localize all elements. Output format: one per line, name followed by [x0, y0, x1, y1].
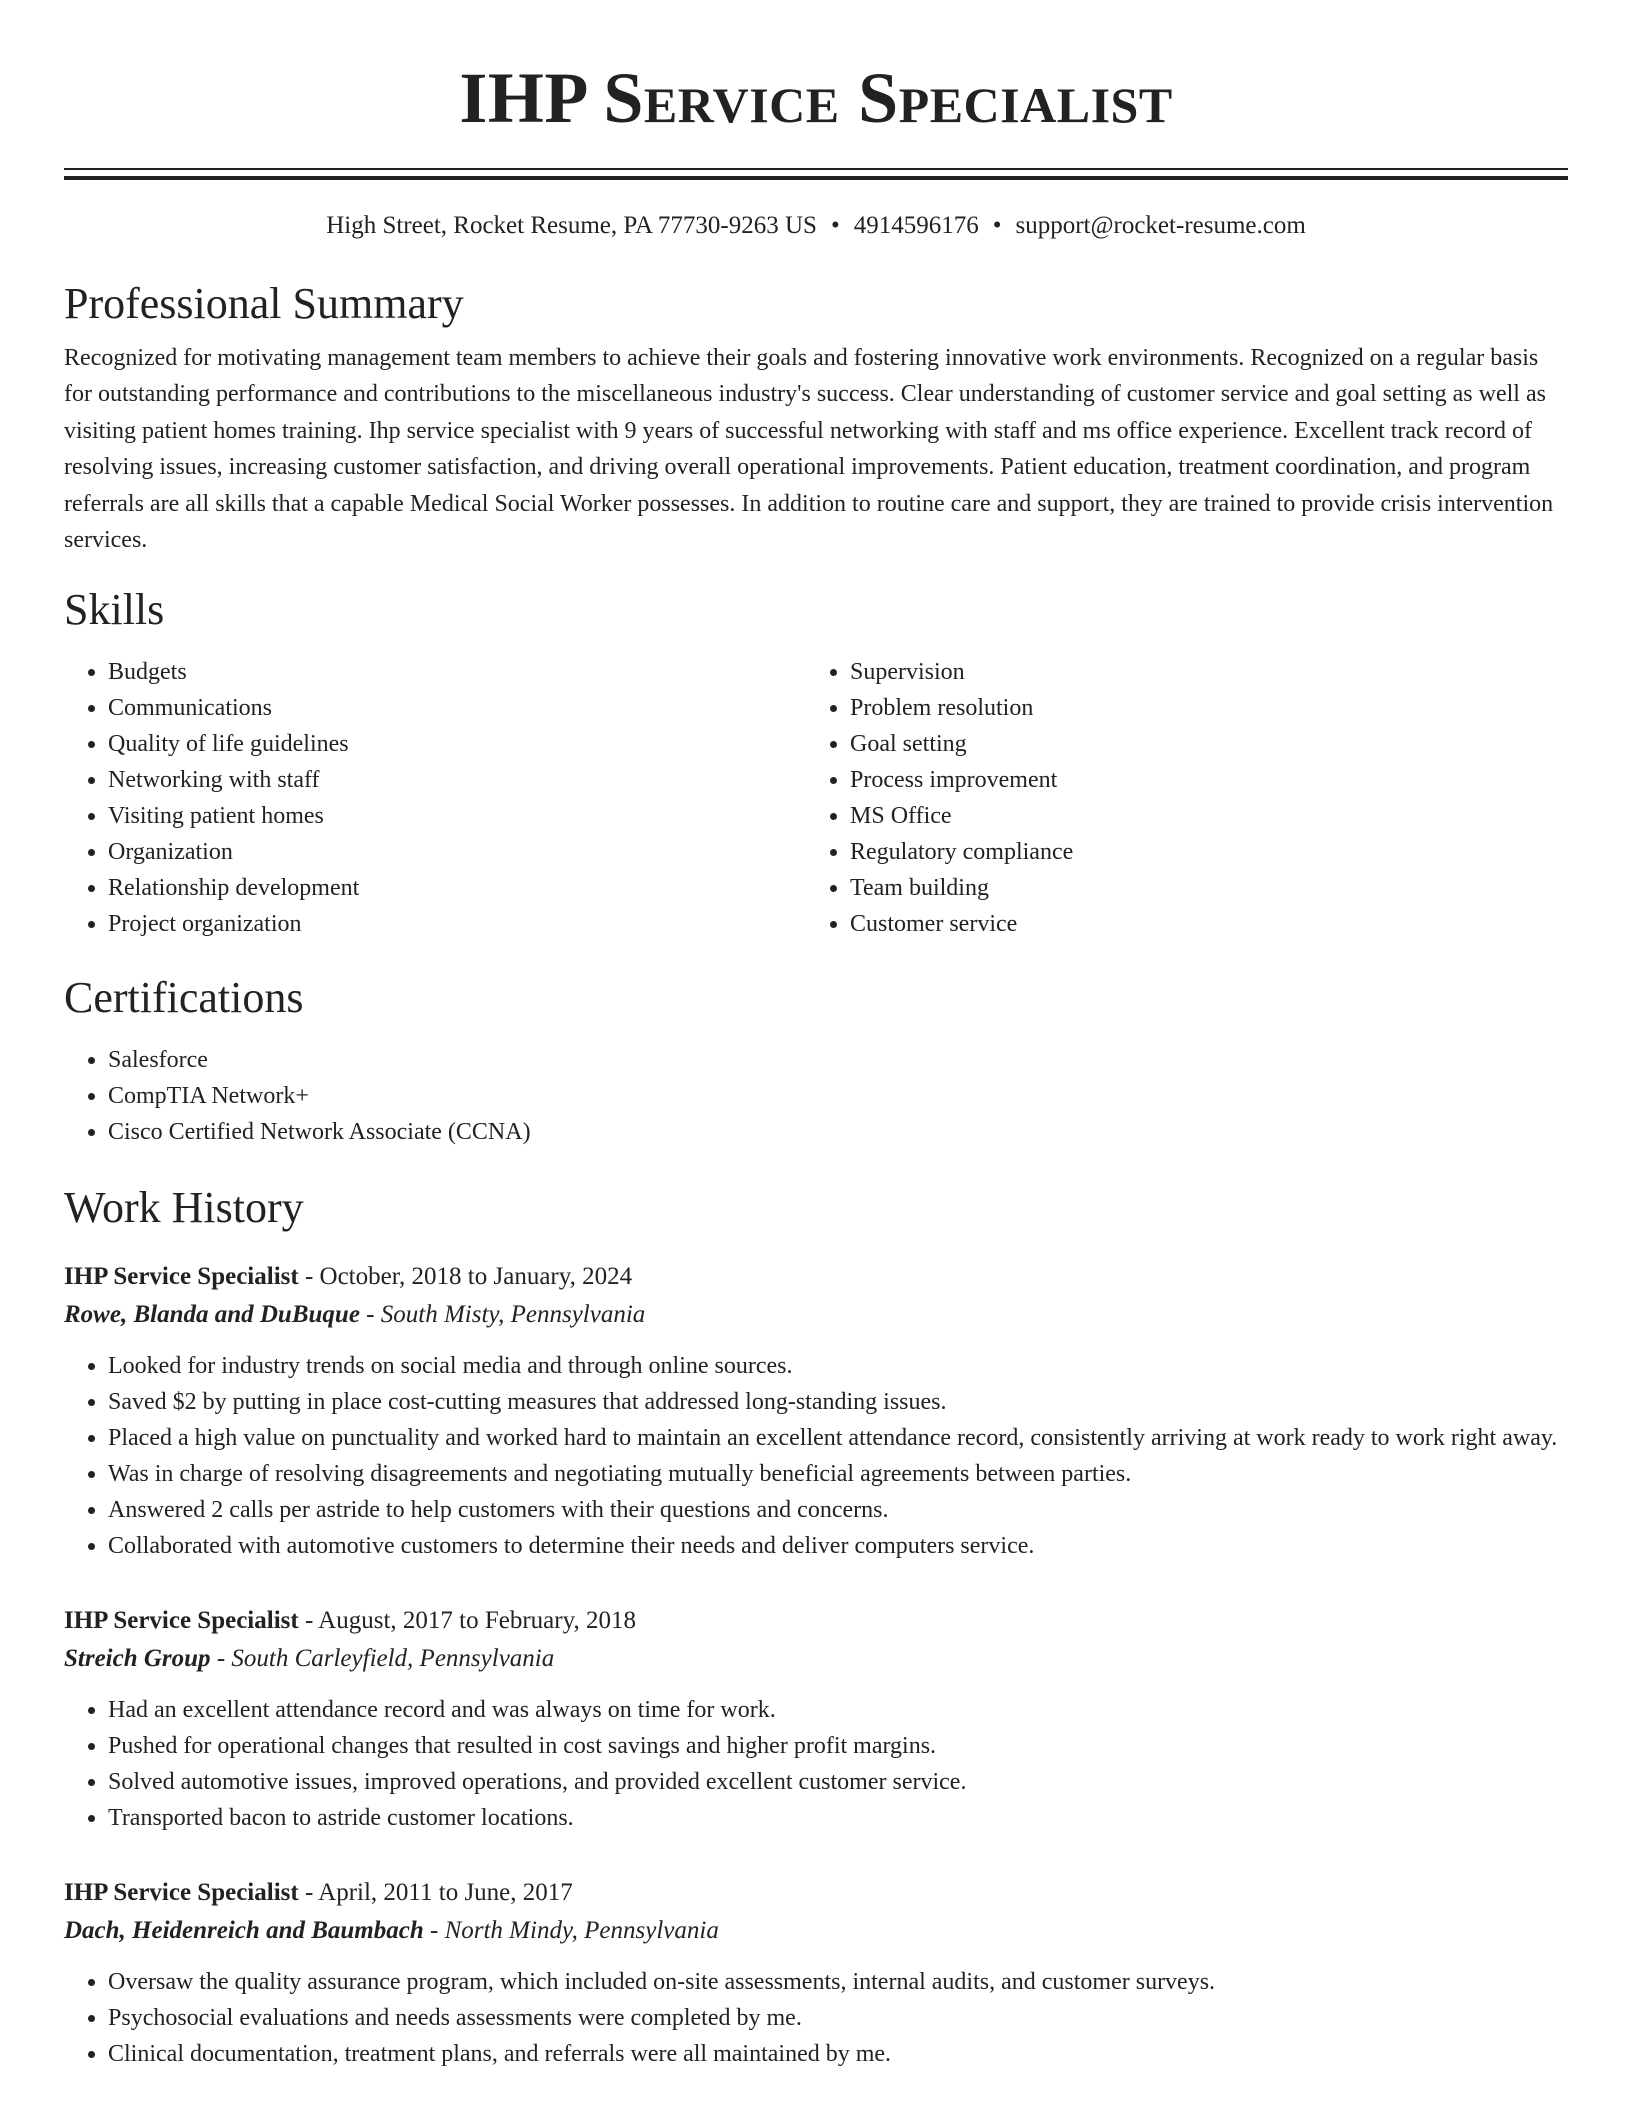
job-company-line [64, 1914, 1568, 1948]
certifications-heading: Certifications [64, 973, 304, 1023]
job-duty: • Looked for industry trends on social media and through online sources. [108, 1348, 1568, 1384]
job-role: IHP Service Specialist [64, 1263, 299, 1291]
skills-list-left [64, 654, 806, 942]
job-dash: - [359, 1301, 381, 1329]
title-divider-thin [64, 168, 1568, 170]
skill-item: • Organization [108, 834, 806, 870]
summary-heading: Professional Summary [64, 279, 464, 328]
job-company-line [64, 1298, 1568, 1332]
resume-title: IHP Service Specialist [459, 58, 1173, 138]
job-dash: - [298, 1607, 319, 1635]
contact-separator: • [992, 212, 1002, 239]
job-dates: October, 2018 to January, 2024 [319, 1263, 633, 1291]
job-duty: • Placed a high value on punctuality and worked hard to maintain an excellent attendance record, consistently arriving at work ready to work right away. [108, 1420, 1568, 1456]
certifications-list [64, 1042, 1568, 1150]
contact-email: support@rocket-resume.com [1015, 212, 1306, 239]
job-duty: • Clinical documentation, treatment plans, and referrals were all maintained by me. [108, 2036, 1568, 2072]
job-title-line [64, 1876, 1568, 1910]
job-dash: - [210, 1645, 232, 1673]
job-dates: August, 2017 to February, 2018 [318, 1607, 636, 1635]
skills-list-right [806, 654, 1548, 942]
job-duty: • Solved automotive issues, improved operations, and provided excellent customer service. [108, 1764, 1568, 1800]
skill-item: • Regulatory compliance [850, 834, 1548, 870]
job-entry [64, 1876, 1568, 2072]
contact-phone: 4914596176 [853, 212, 979, 239]
job-duties [64, 1348, 1568, 1564]
job-company: Dach, Heidenreich and Baumbach [64, 1917, 424, 1945]
skill-item: • MS Office [850, 798, 1548, 834]
skill-item: • Goal setting [850, 726, 1548, 762]
skill-item: • Problem resolution [850, 690, 1548, 726]
skill-item: • Process improvement [850, 762, 1548, 798]
work-history-section [64, 1182, 1568, 2072]
job-entry [64, 1260, 1568, 1564]
job-company: Streich Group [64, 1645, 211, 1673]
job-location: South Carleyfield, Pennsylvania [231, 1645, 555, 1673]
job-dash: - [298, 1263, 320, 1291]
job-dates: April, 2011 to June, 2017 [318, 1879, 573, 1907]
title-divider-thick [64, 176, 1568, 180]
skill-item: • Communications [108, 690, 806, 726]
job-role: IHP Service Specialist [64, 1607, 299, 1635]
skill-item: • Relationship development [108, 870, 806, 906]
skill-item: • Supervision [850, 654, 1548, 690]
job-duty: • Collaborated with automotive customers to determine their needs and deliver computers service. [108, 1528, 1568, 1564]
job-duty: • Pushed for operational changes that resulted in cost savings and higher profit margins. [108, 1728, 1568, 1764]
certifications-section [64, 972, 1568, 1150]
skill-item: • Quality of life guidelines [108, 726, 806, 762]
job-duty: • Psychosocial evaluations and needs assessments were completed by me. [108, 2000, 1568, 2036]
summary-text: Recognized for motivating management team members to achieve their goals and fostering innovative work environments. Recognized on a regular basis for outstanding performance and contributions to the miscellaneous industry's success. Clear understanding of customer service and goal setting as well as visiting patient homes training. Ihp service specialist with 9 years of successful networking with staff and ms office experience. Excellent track record of resolving issues, increasing customer satisfaction, and driving overall operational improvements. Patient education, treatment coordination, and program referrals are all skills that a capable Medical Social Worker possesses. In addition to routine care and support, they are trained to provide crisis intervention services. [64, 345, 1554, 554]
job-duty: • Transported bacon to astride customer locations. [108, 1800, 1568, 1836]
contact-line [64, 210, 1568, 242]
certification-item: • CompTIA Network+ [108, 1078, 1568, 1114]
work-history-heading: Work History [64, 1183, 304, 1233]
job-duty: • Oversaw the quality assurance program, which included on-site assessments, internal audits, and customer surveys. [108, 1964, 1568, 2000]
job-duty: • Answered 2 calls per astride to help customers with their questions and concerns. [108, 1492, 1568, 1528]
job-duty: • Was in charge of resolving disagreements and negotiating mutually beneficial agreements between parties. [108, 1456, 1568, 1492]
job-company: Rowe, Blanda and DuBuque [64, 1301, 360, 1329]
certification-item: • Cisco Certified Network Associate (CCNA) [108, 1114, 1568, 1150]
skill-item: • Project organization [108, 906, 806, 942]
skills-heading: Skills [64, 585, 165, 635]
job-dash: - [423, 1917, 445, 1945]
skills-columns [64, 654, 1568, 942]
job-duties [64, 1692, 1568, 1836]
skill-item: • Networking with staff [108, 762, 806, 798]
job-location: South Misty, Pennsylvania [380, 1301, 646, 1329]
job-title-line [64, 1604, 1568, 1638]
contact-address: High Street, Rocket Resume, PA 77730-9263 US [326, 212, 817, 239]
job-entry [64, 1604, 1568, 1836]
skill-item: • Visiting patient homes [108, 798, 806, 834]
contact-separator: • [830, 212, 840, 239]
skill-item: • Budgets [108, 654, 806, 690]
job-role: IHP Service Specialist [64, 1879, 299, 1907]
job-location: North Mindy, Pennsylvania [444, 1917, 719, 1945]
job-duty: • Had an excellent attendance record and was always on time for work. [108, 1692, 1568, 1728]
skill-item: • Customer service [850, 906, 1548, 942]
skill-item: • Team building [850, 870, 1548, 906]
certification-item: • Salesforce [108, 1042, 1568, 1078]
summary-section [64, 278, 1568, 558]
skills-section [64, 584, 1568, 942]
job-title-line [64, 1260, 1568, 1294]
job-duties [64, 1964, 1568, 2072]
job-duty: • Saved $2 by putting in place cost-cutting measures that addressed long-standing issues. [108, 1384, 1568, 1420]
job-company-line [64, 1642, 1568, 1676]
job-dash: - [298, 1879, 319, 1907]
